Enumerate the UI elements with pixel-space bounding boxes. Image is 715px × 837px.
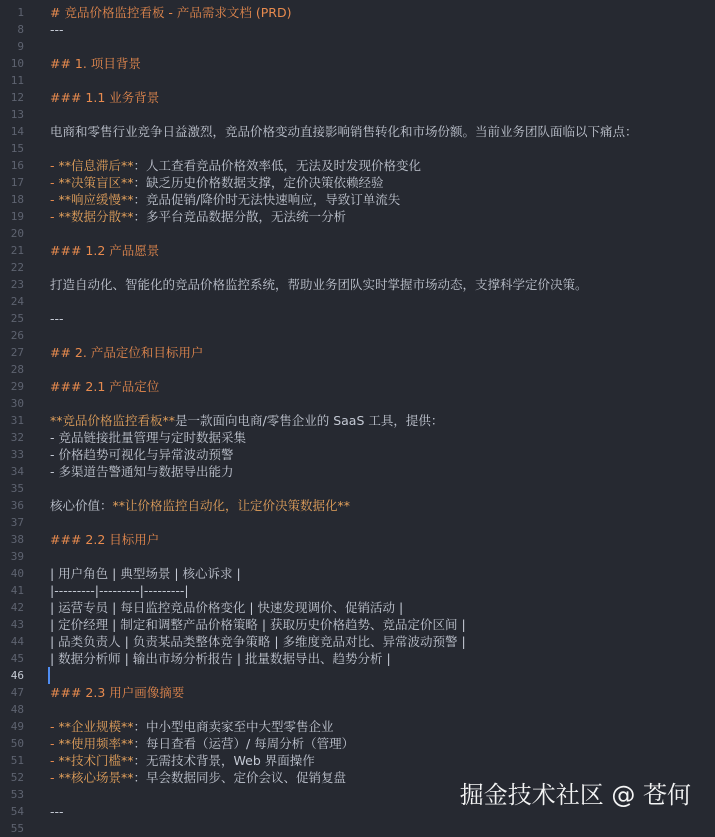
line-number: 45 [10,652,24,665]
editor-line[interactable] [0,225,715,242]
editor-line[interactable] [0,752,715,769]
line-content [50,55,141,72]
line-content [50,718,334,735]
editor-line[interactable] [0,208,715,225]
line-number: 27 [10,346,24,359]
line-token: 打造自动化、智能化的竞品价格监控系统，帮助业务团队实时掌握市场动态，支撑科学定价决策。 [50,277,588,292]
editor-line[interactable] [0,718,715,735]
line-token: **决策盲区** [58,175,134,190]
editor-line[interactable] [0,55,715,72]
editor-line[interactable] [0,327,715,344]
line-content [50,276,588,293]
line-number: 34 [10,465,24,478]
line-number: 36 [10,499,24,512]
line-token: |---------|---------|---------| [50,583,189,598]
editor-line[interactable] [0,446,715,463]
line-token: - [50,736,59,751]
line-number: 54 [10,805,24,818]
line-content [50,242,159,259]
line-token: - 价格趋势可视化与异常波动预警 [50,447,234,462]
line-token: - 竞品链接批量管理与定时数据采集 [50,430,246,445]
editor-line[interactable] [0,565,715,582]
line-content [50,599,403,616]
line-number: 16 [10,159,24,172]
line-token: **使用频率** [58,736,134,751]
editor-line[interactable] [0,616,715,633]
editor-line[interactable] [0,276,715,293]
line-token: ：中小型电商卖家至中大型零售企业 [133,719,334,734]
line-token: | 品类负责人 | 负责某品类整体竞争策略 | 多维度竞品对比、异常波动预警 | [50,634,466,649]
line-number: 8 [17,23,24,36]
line-number: 31 [10,414,24,427]
line-number: 20 [10,227,24,240]
line-number: 10 [10,57,24,70]
editor-line[interactable] [0,633,715,650]
line-content [50,803,64,820]
line-content [50,174,384,191]
editor-line[interactable] [0,820,715,837]
editor-line[interactable] [0,531,715,548]
line-token: **响应缓慢** [58,192,134,207]
editor-line[interactable] [0,514,715,531]
line-token: - [50,753,59,768]
line-token: ### 2.2 目标用户 [50,532,160,547]
line-content [50,191,400,208]
line-number: 28 [10,363,24,376]
line-content [50,531,159,548]
line-number: 22 [10,261,24,274]
line-token: ### 1.2 产品愿景 [50,243,160,258]
editor-line[interactable] [0,735,715,752]
line-number: 25 [10,312,24,325]
line-content [50,310,64,327]
editor-line[interactable] [0,463,715,480]
line-number: 21 [10,244,24,257]
editor-line[interactable] [0,361,715,378]
line-token: | 定价经理 | 制定和调整产品价格策略 | 获取历史价格趋势、竞品定价区间 | [50,617,466,632]
line-number: 33 [10,448,24,461]
line-token: **技术门槛** [58,753,134,768]
watermark: 掘金技术社区 @ 苍何 [459,781,691,809]
editor-line[interactable] [0,174,715,191]
editor-line[interactable] [0,684,715,701]
editor-line[interactable] [0,89,715,106]
editor-line[interactable] [0,157,715,174]
line-number: 43 [10,618,24,631]
line-number: 19 [10,210,24,223]
line-number: 24 [10,295,24,308]
line-token: - [50,209,59,224]
line-token: --- [50,311,64,326]
editor-line[interactable] [0,412,715,429]
line-token: **信息滞后** [58,158,134,173]
line-token: ：竞品促销/降价时无法快速响应，导致订单流失 [133,192,401,207]
editor-line[interactable] [0,123,715,140]
editor-line[interactable] [0,344,715,361]
line-content [50,89,159,106]
line-token: ：缺乏历史价格数据支撑，定价决策依赖经验 [133,175,384,190]
line-content [50,344,203,361]
line-number: 17 [10,176,24,189]
editor-line[interactable] [0,38,715,55]
line-token: **企业规模** [58,719,134,734]
line-number: 11 [10,74,24,87]
line-token: ## 2. 产品定位和目标用户 [50,345,204,360]
editor-line[interactable] [0,480,715,497]
line-token: | 运营专员 | 每日监控竞品价格变化 | 快速发现调价、促销活动 | [50,600,404,615]
line-number: 14 [10,125,24,138]
editor-line[interactable] [0,310,715,327]
line-token: | 用户角色 | 典型场景 | 核心诉求 | [50,566,241,581]
line-token: 是一款面向电商/零售企业的 SaaS 工具，提供： [175,413,444,428]
line-content [50,463,234,480]
line-token: ：多平台竞品数据分散，无法统一分析 [133,209,347,224]
line-number: 30 [10,397,24,410]
line-number: 15 [10,142,24,155]
editor-line[interactable] [0,378,715,395]
editor-line[interactable] [0,395,715,412]
line-content [50,582,189,599]
line-number: 29 [10,380,24,393]
editor-line[interactable] [0,548,715,565]
editor-line[interactable] [0,599,715,616]
line-number: 35 [10,482,24,495]
line-number: 55 [10,822,24,835]
line-token: - 多渠道告警通知与数据导出能力 [50,464,234,479]
editor-line[interactable] [0,21,715,38]
line-number: 37 [10,516,24,529]
line-number: 47 [10,686,24,699]
line-token: **竞品价格监控看板** [50,413,176,428]
editor-line[interactable] [0,429,715,446]
line-token: --- [50,804,64,819]
line-number: 1 [17,6,24,19]
line-number: 26 [10,329,24,342]
line-token: ：无需技术背景，Web 界面操作 [133,753,315,768]
line-number: 46 [10,669,24,682]
line-number: 39 [10,550,24,563]
line-content [50,21,64,38]
line-content [50,752,315,769]
line-content [50,412,443,429]
editor-line[interactable] [0,701,715,718]
line-token: - [50,770,59,785]
line-content [50,123,638,140]
line-content [50,378,159,395]
line-number: 48 [10,703,24,716]
editor-line[interactable] [0,497,715,514]
line-number: 50 [10,737,24,750]
line-number: 41 [10,584,24,597]
line-content [50,633,466,650]
line-token: **数据分散** [58,209,134,224]
editor-line[interactable] [0,667,715,684]
editor-line[interactable] [0,140,715,157]
editor-line[interactable] [0,582,715,599]
line-number: 44 [10,635,24,648]
line-token: ：早会数据同步、定价会议、促销复盘 [133,770,347,785]
line-content [50,684,184,701]
line-content [50,446,234,463]
line-token: ：人工查看竞品价格效率低，无法及时发现价格变化 [133,158,422,173]
editor-line[interactable] [0,4,715,21]
line-number: 32 [10,431,24,444]
line-number: 9 [17,40,24,53]
line-content [50,157,421,174]
line-token: ### 2.1 产品定位 [50,379,160,394]
line-number: 23 [10,278,24,291]
line-token: | 数据分析师 | 输出市场分析报告 | 批量数据导出、趋势分析 | [50,651,391,666]
editor-line[interactable] [0,242,715,259]
line-number: 51 [10,754,24,767]
line-number: 42 [10,601,24,614]
editor-line[interactable] [0,259,715,276]
line-content [50,497,350,514]
line-content [50,4,291,21]
line-token: 核心价值： [50,498,113,513]
line-number: 53 [10,788,24,801]
line-number: 12 [10,91,24,104]
editor-line[interactable] [0,650,715,667]
editor-line[interactable] [0,72,715,89]
line-content [50,769,346,786]
line-token: ### 2.3 用户画像摘要 [50,685,185,700]
line-content [50,565,241,582]
line-token: ### 1.1 业务背景 [50,90,160,105]
editor-line[interactable] [0,191,715,208]
line-content [50,650,391,667]
line-token: # 竞品价格监控看板 - 产品需求文档 (PRD) [50,5,292,20]
line-number: 13 [10,108,24,121]
line-token: --- [50,22,64,37]
text-cursor [48,667,50,684]
line-number: 38 [10,533,24,546]
line-token: **核心场景** [58,770,134,785]
line-token: - [50,158,59,173]
line-number: 40 [10,567,24,580]
line-token: ## 1. 项目背景 [50,56,141,71]
line-token: - [50,192,59,207]
line-content [50,616,466,633]
line-content [50,735,354,752]
line-content [50,208,346,225]
line-token: ：每日查看（运营）/ 每周分析（管理） [133,736,355,751]
line-content [50,429,246,446]
line-token: **让价格监控自动化，让定价决策数据化** [112,498,351,513]
line-token: 电商和零售行业竞争日益激烈，竞品价格变动直接影响销售转化和市场份额。当前业务团队面临以下痛点： [50,124,638,139]
editor-line[interactable] [0,106,715,123]
line-token: - [50,175,59,190]
line-number: 52 [10,771,24,784]
line-number: 49 [10,720,24,733]
line-number: 18 [10,193,24,206]
editor-line[interactable] [0,293,715,310]
line-token: - [50,719,59,734]
